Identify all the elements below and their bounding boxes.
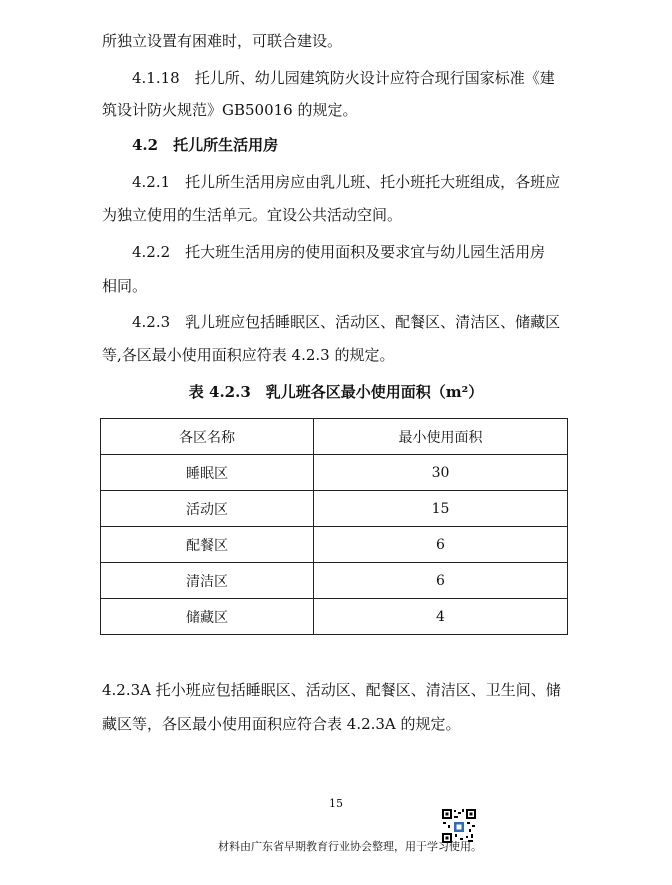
table-row xyxy=(101,563,568,599)
paragraph-line: 筑设计防火规范》GB50016 的规定。 xyxy=(102,101,358,119)
paragraph-line: 等,各区最小使用面积应符表 4.2.3 的规定。 xyxy=(102,346,395,364)
table-caption: 表 4.2.3 乳儿班各区最小使用面积（m²） xyxy=(188,383,484,401)
cell-value: 15 xyxy=(314,491,568,527)
cell-name: 储藏区 xyxy=(101,599,314,635)
paragraph-line: 4.2.3 乳儿班应包括睡眠区、活动区、配餐区、清洁区、储藏区 xyxy=(132,313,561,331)
area-table xyxy=(100,418,568,635)
paragraph-line: 4.2.3A 托小班应包括睡眠区、活动区、配餐区、清洁区、卫生间、储 xyxy=(102,681,561,699)
paragraph-line: 4.2.2 托大班生活用房的使用面积及要求宜与幼儿园生活用房 xyxy=(132,243,546,261)
cell-name: 配餐区 xyxy=(101,527,314,563)
paragraph-line: 4.2.1 托儿所生活用房应由乳儿班、托小班托大班组成，各班应 xyxy=(132,173,561,191)
table-row xyxy=(101,455,568,491)
table-row xyxy=(101,599,568,635)
column-header-area: 最小使用面积 xyxy=(314,419,568,455)
cell-value: 4 xyxy=(314,599,568,635)
column-header-name: 各区名称 xyxy=(101,419,314,455)
page-number: 15 xyxy=(329,797,343,810)
footer-note: 材料由广东省早期教育行业协会整理，用于学习使用。 xyxy=(218,840,482,853)
cell-name: 睡眠区 xyxy=(101,455,314,491)
paragraph-line: 藏区等，各区最小使用面积应符合表 4.2.3A 的规定。 xyxy=(102,715,461,733)
cell-name: 活动区 xyxy=(101,491,314,527)
paragraph-line: 所独立设置有困难时，可联合建设。 xyxy=(102,32,343,50)
paragraph-line: 4.1.18 托儿所、幼儿园建筑防火设计应符合现行国家标准《建 xyxy=(132,69,555,87)
cell-value: 30 xyxy=(314,455,568,491)
table-row xyxy=(101,527,568,563)
table-header-row xyxy=(101,419,568,455)
cell-name: 清洁区 xyxy=(101,563,314,599)
section-heading: 4.2 托儿所生活用房 xyxy=(132,136,279,154)
paragraph-line: 为独立使用的生活单元。宜设公共活动空间。 xyxy=(102,206,403,224)
table-row xyxy=(101,491,568,527)
cell-value: 6 xyxy=(314,563,568,599)
paragraph-line: 相同。 xyxy=(102,277,148,295)
cell-value: 6 xyxy=(314,527,568,563)
